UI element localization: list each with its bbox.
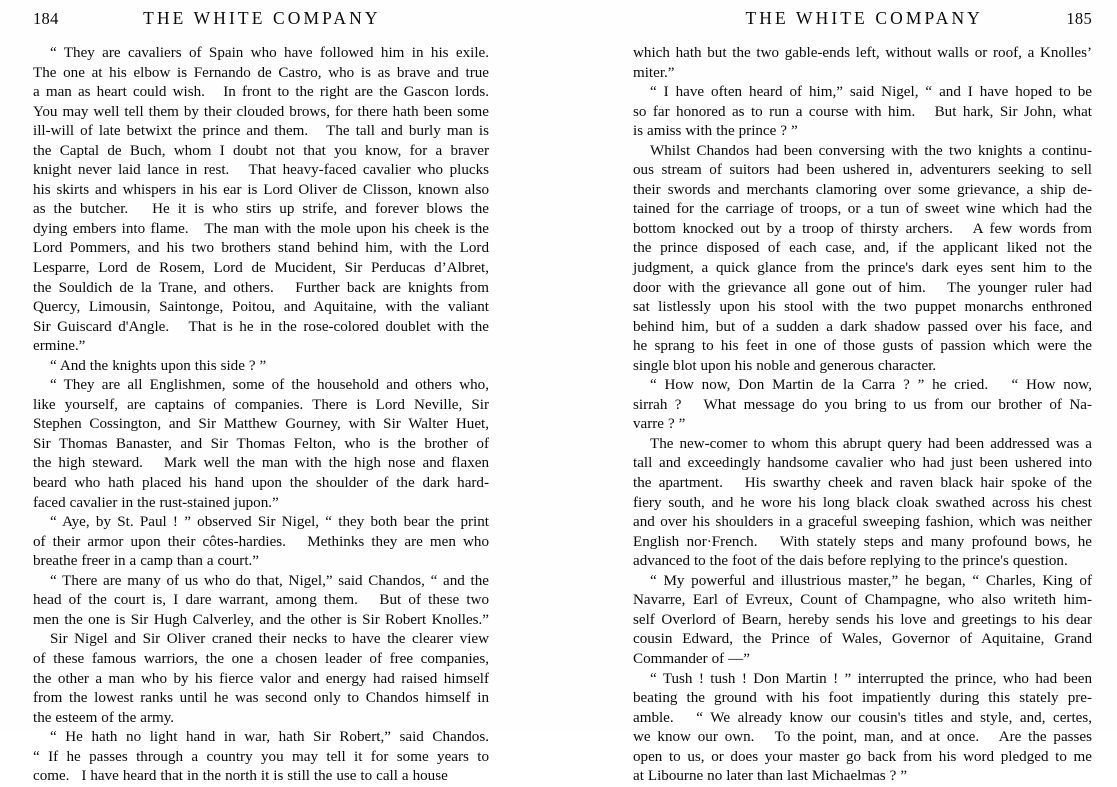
- text-line: of their armor upon their côtes-hardies. Methinks they are men who: [33, 533, 489, 550]
- text-line: bottom knocked out by a troop of thirsty archers. A few words from: [633, 220, 1092, 237]
- text-line: judgment, a quick glance from the prince's dark eyes sent him to the: [633, 260, 1092, 277]
- text-line: Sir Thomas Banaster, and Sir Thomas Felton, who is the brother of: [33, 435, 489, 452]
- text-line: amble. “ We already know our cousin's titles and style, and, certes,: [633, 709, 1092, 726]
- text-line: the other a man who by his fierce valor and energy had raised himself: [33, 670, 489, 687]
- running-head-left: [33, 10, 488, 34]
- text-line: “ They are cavaliers of Spain who have followed him in his exile.: [50, 45, 489, 61]
- text-line: varre ? ”: [633, 416, 686, 433]
- text-line: Sir Nigel and Sir Oliver craned their necks to have the clearer view: [50, 631, 489, 648]
- text-line: Lesparre, Lord de Rosem, Lord de Mucident, Sir Perducas d’Albret,: [33, 260, 489, 277]
- text-line: “ How now, Don Martin de la Carra ? ” he cried. “ How now,: [650, 377, 1092, 394]
- text-line: The one at his elbow is Fernando de Castro, who is as brave and true: [33, 64, 489, 81]
- text-line: the prince disposed of each case, and, if the applicant liked not the: [633, 240, 1092, 257]
- text-line: single blot upon his noble and generous character.: [633, 357, 937, 374]
- text-line: sat listlessly upon his stool with the two puppet monarchs enthroned: [633, 299, 1092, 316]
- text-line: of these famous warriors, the one a chosen leader of free companies,: [33, 650, 489, 667]
- text-line: men the one is Sir Hugh Calverley, and the other is Sir Robert Knolles.”: [33, 611, 489, 628]
- text-column-left: [33, 44, 489, 787]
- text-line: the Souldich de la Trane, and others. Further back are knights from: [33, 279, 489, 296]
- text-line: “ There are many of us who do that, Nigel,” said Chandos, “ and the: [50, 572, 489, 589]
- text-line: their swords and merchants clamoring over some grievance, a ship de-: [633, 181, 1092, 198]
- text-line: beard who hath placed his hand upon the shoulder of the dark hard-: [33, 475, 489, 492]
- text-line: self Overlord of Bearn, hereby sends his love and greetings to his dear: [633, 611, 1092, 628]
- text-line: ous stream of suitors had been ushered in, adventurers seeking to sell: [633, 162, 1092, 179]
- text-line: like yourself, are captains of companies. There is Lord Neville, Sir: [33, 396, 489, 413]
- text-column-right: [633, 44, 1092, 787]
- text-line: Stephen Cossington, and Sir Matthew Gourney, with Sir Walter Huet,: [33, 416, 489, 433]
- text-line: fiery south, and he wore his long black cloak swathed across his chest: [633, 494, 1092, 511]
- text-line: dying embers into flame. The man with the mole upon his cheek is the: [33, 220, 489, 237]
- text-line: the Captal de Buch, whom I doubt not that you know, for a braver: [33, 142, 489, 159]
- text-line: English nor·French. With stately steps and many profound bows, he: [633, 533, 1092, 550]
- text-line: You may well tell them by their clouded brows, for there hath been some: [33, 103, 489, 120]
- text-line: breathe freer in a camp than a court.”: [33, 553, 260, 570]
- text-line: the esteem of the army.: [33, 709, 175, 726]
- text-line: miter.”: [633, 64, 675, 81]
- text-line: The new-comer to whom this abrupt query had been addressed was a: [650, 435, 1092, 452]
- text-line: at Libourne no later than last Michaelmas ? ”: [633, 768, 908, 785]
- page-folio-left: 184: [33, 9, 59, 28]
- text-line: advanced to the foot of the dais before replying to the prince's question.: [633, 553, 1068, 570]
- text-line: “ Aye, by St. Paul ! ” observed Sir Nigel, “ they both bear the print: [50, 514, 489, 531]
- page-folio-right: 185: [1066, 9, 1092, 28]
- text-line: Quercy, Limousin, Saintonge, Poitou, and Aquitaine, with the valiant: [33, 299, 489, 316]
- text-line: the high steward. Mark well the man with the high nose and flaxen: [33, 455, 489, 472]
- running-title-left: THE WHITE COMPANY: [143, 8, 381, 28]
- running-title-right: THE WHITE COMPANY: [745, 8, 983, 28]
- text-line: beating the ground with his foot impatiently during this stately pre-: [633, 690, 1092, 707]
- text-line: faced cavalier in the rust-stained jupon.”: [33, 494, 279, 511]
- text-line: which hath but the two gable-ends left, without walls or roof, a Knolles’: [633, 45, 1092, 61]
- text-line: come. I have heard that in the north it is still the use to call a house: [33, 768, 448, 785]
- text-line: “ My powerful and illustrious master,” he began, “ Charles, King of: [650, 572, 1092, 589]
- running-head-right: [633, 10, 1092, 34]
- text-line: Commander of —”: [633, 650, 750, 667]
- text-line: tained for the carriage of troops, or a tun of sweet wine which had the: [633, 201, 1092, 218]
- text-line: “ If he passes through a country you may tell it for some years to: [33, 748, 489, 765]
- text-line: he sprang to his feet in one of those gusts of passion which were the: [633, 338, 1092, 355]
- text-line: Navarre, Earl of Evreux, Count of Champagne, who also writeth him-: [633, 592, 1092, 609]
- text-line: a man as heart could wish. In front to the right are the Gascon lords.: [33, 84, 489, 101]
- text-line: so far honored as to run a course with him. But hark, Sir John, what: [633, 103, 1092, 120]
- text-line: cousin Edward, the Prince of Wales, Governor of Aquitaine, Grand: [633, 631, 1092, 648]
- text-line: we know our own. To the point, man, and at once. Are the passes: [633, 729, 1092, 746]
- text-line: head of the court is, I dare warrant, among them. But of these two: [33, 592, 489, 609]
- text-line: “ They are all Englishmen, some of the household and others who,: [50, 377, 489, 394]
- text-line: “ He hath no light hand in war, hath Sir Robert,” said Chandos.: [50, 729, 489, 746]
- text-line: tall and exceedingly handsome cavalier who had just been ushered into: [633, 455, 1092, 472]
- text-line: sirrah ? What message do you bring to us from our brother of Na-: [633, 396, 1092, 413]
- text-line: “ Tush ! tush ! Don Martin ! ” interrupted the prince, who had been: [650, 670, 1092, 687]
- text-line: Lord Pommers, and his two brothers stand behind him, with the Lord: [33, 240, 489, 257]
- text-line: door with the grievance all gone out of him. The younger ruler had: [633, 279, 1092, 296]
- text-line: Sir Guiscard d'Angle. That is he in the rose-colored doublet with the: [33, 318, 489, 335]
- text-line: is amiss with the prince ? ”: [633, 123, 798, 140]
- text-line: “ I have often heard of him,” said Nigel, “ and I have hoped to be: [650, 84, 1092, 101]
- text-line: ill-will of late betwixt the prince and them. The tall and burly man is: [33, 123, 489, 140]
- text-line: knight never laid lance in rest. That heavy-faced cavalier who plucks: [33, 162, 489, 179]
- text-line: behind him, but of a sudden a dark shadow passed over his face, and: [633, 318, 1092, 335]
- text-line: as the butcher. He it is who stirs up strife, and forever blows the: [33, 201, 489, 218]
- text-line: ermine.”: [33, 338, 86, 355]
- text-line: Whilst Chandos had been conversing with the two knights a continu-: [650, 142, 1092, 159]
- text-line: the apartment. His swarthy cheek and raven black hair spoke of the: [633, 475, 1092, 492]
- text-line: from the lowest ranks until he was second only to Chandos himself in: [33, 690, 489, 707]
- text-line: “ And the knights upon this side ? ”: [50, 357, 267, 374]
- text-line: and over his shoulders in a graceful sweeping fashion, which was neither: [633, 514, 1092, 531]
- text-line: open to us, or does your master go back from his word pledged to me: [633, 748, 1092, 765]
- text-line: his skirts and whispers in his ear is Lord Oliver de Clisson, known also: [33, 181, 489, 198]
